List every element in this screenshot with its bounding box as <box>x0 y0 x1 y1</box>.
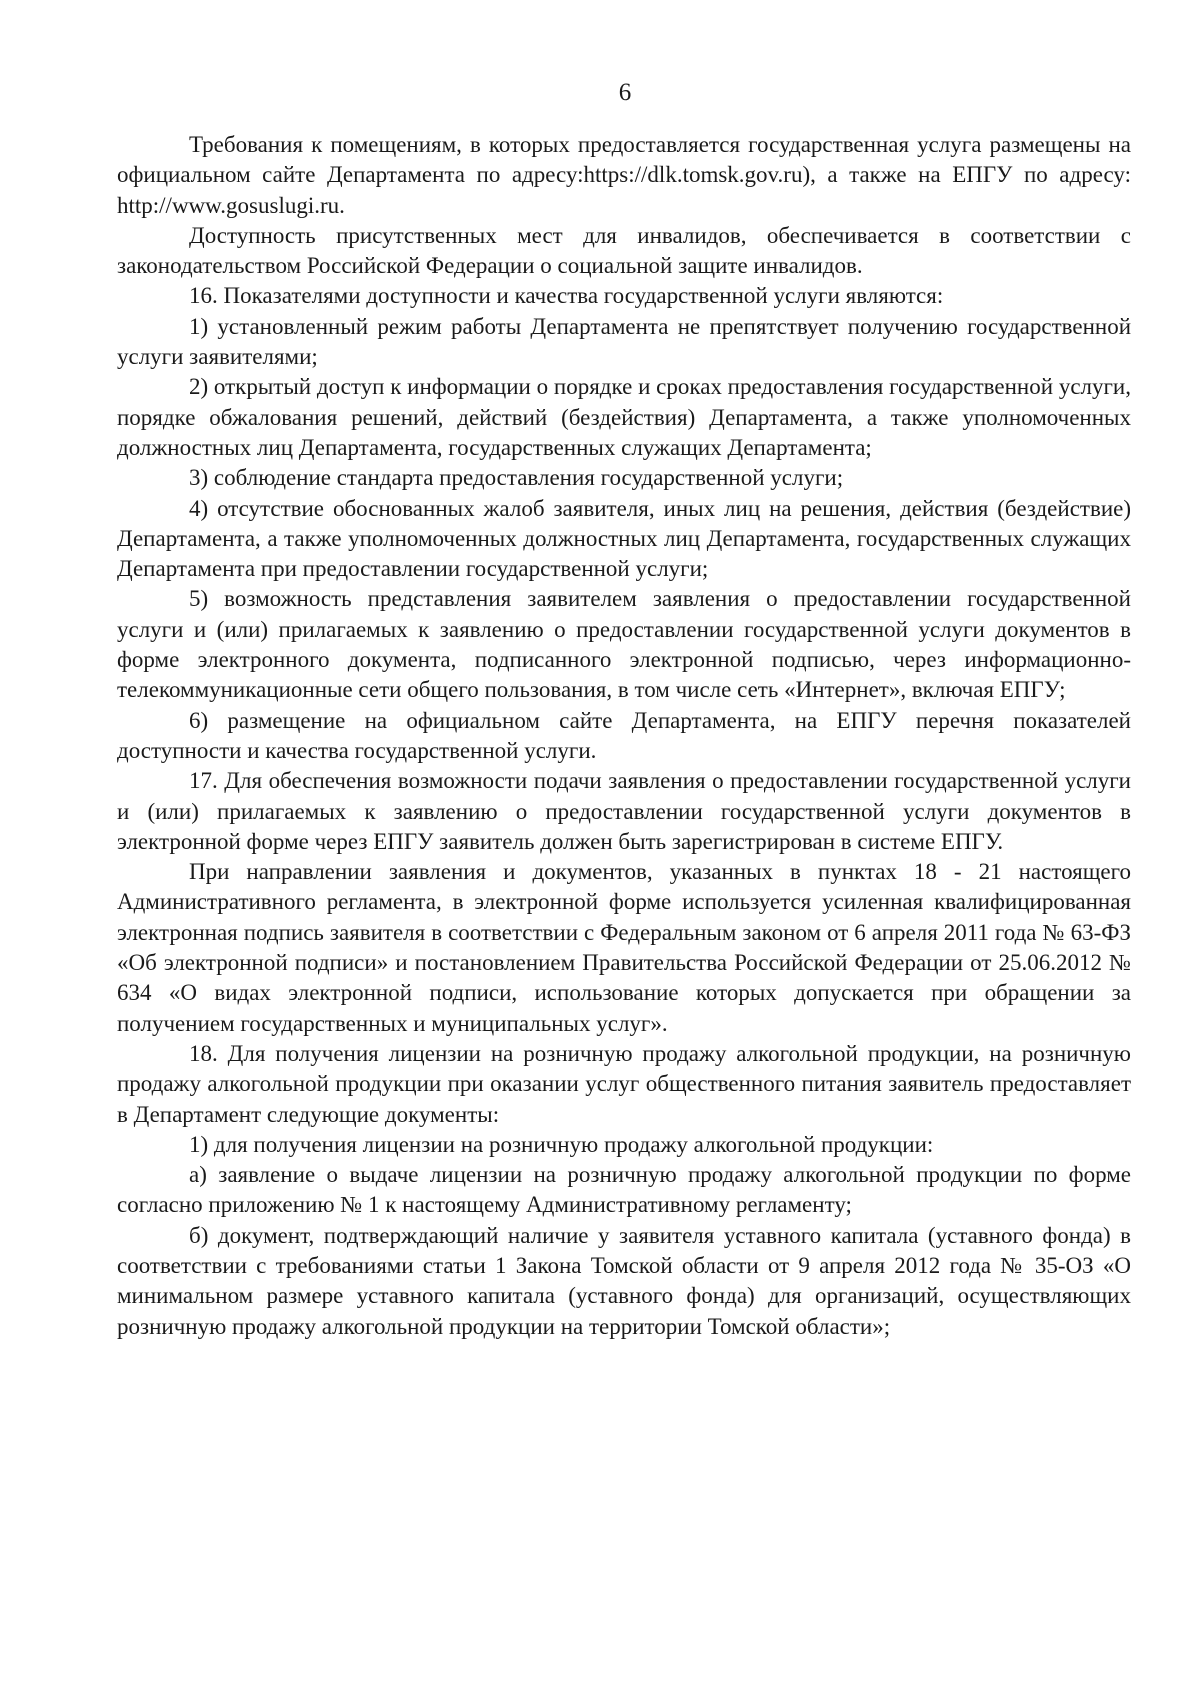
paragraph-item-18: 18. Для получения лицензии на розничную продажу алкогольной продукции, на розничную продажу алкогольной продукции при оказании услуг общественного питания заявитель предоставляет в Департамент следующие документы: <box>117 1040 1131 1127</box>
paragraph-item-16-4: 4) отсутствие обоснованных жалоб заявителя, иных лиц на решения, действия (бездействие) Департамента, а также уполномоченных должностных лиц Департамента, государственных служащих Департамента при предоставлении государственной услуги; <box>117 495 1131 582</box>
paragraph-item-16: 16. Показателями доступности и качества государственной услуги являются: <box>189 283 944 309</box>
paragraph-item-16-1: 1) установленный режим работы Департамента не препятствует получению государственной услуги заявителями; <box>117 313 1131 370</box>
paragraph-accessibility-disabled: Доступность присутственных мест для инвалидов, обеспечивается в соответствии с законодательством Российской Федерации о социальной защите инвалидов. <box>117 222 1131 279</box>
paragraph-item-18-1-b: б) документ, подтверждающий наличие у заявителя уставного капитала (уставного фонда) в соответствии с требованиями статьи 1 Закона Томской области от 9 апреля 2012 года № 35-ОЗ «О минимальном размере уставного капитала (уставного фонда) для организаций, осуществляющих розничную продажу алкогольной продукции на территории Томской области»; <box>117 1222 1131 1339</box>
paragraph-electronic-signature: При направлении заявления и документов, указанных в пунктах 18 - 21 настоящего Административного регламента, в электронной форме используется усиленная квалифицированная электронная подпись заявителя в соответствии с Федеральным законом от 6 апреля 2011 года № 63-ФЗ «Об электронной подписи» и постановлением Правительства Российской Федерации от 25.06.2012 № 634 «О видах электронной подписи, использование которых допускается при обращении за получением государственных и муниципальных услуг». <box>117 859 1131 1036</box>
paragraph-item-18-1: 1) для получения лицензии на розничную продажу алкогольной продукции: <box>189 1131 934 1157</box>
paragraph-item-16-2: 2) открытый доступ к информации о порядке и сроках предоставления государственной услуги, порядке обжалования решений, действий (бездействия) Департамента, а также уполномоченных должностных лиц Департамента, государственных служащих Департамента; <box>117 374 1131 460</box>
document-body <box>117 130 1131 1342</box>
paragraph-item-18-1-a: а) заявление о выдаче лицензии на розничную продажу алкогольной продукции по форме согласно приложению № 1 к настоящему Административному регламенту; <box>117 1162 1131 1218</box>
paragraph-item-16-5: 5) возможность представления заявителем заявления о предоставлении государственной услуги и (или) прилагаемых к заявлению о предоставлении государственной услуги документов в форме электронного документа, подписанного электронной подписью, через информационно-телекоммуникационные сети общего пользования, в том числе сеть «Интернет», включая ЕПГУ; <box>117 586 1131 703</box>
paragraph-item-16-6: 6) размещение на официальном сайте Департамента, на ЕПГУ перечня показателей доступности и качества государственной услуги. <box>117 707 1131 763</box>
paragraph-item-17: 17. Для обеспечения возможности подачи заявления о предоставлении государственной услуги и (или) прилагаемых к заявлению о предоставлении государственной услуги документов в электронной форме через ЕПГУ заявитель должен быть зарегистрирован в системе ЕПГУ. <box>117 768 1131 854</box>
paragraph-item-16-3: 3) соблюдение стандарта предоставления государственной услуги; <box>189 465 844 491</box>
paragraph-premises-requirements: Требования к помещениям, в которых предоставляется государственная услуга размещены на официальном сайте Департамента по адресу:https://dlk.tomsk.gov.ru), а также на ЕПГУ по адресу: http://www.gosuslugi.ru. <box>117 132 1131 218</box>
page-number: 6 <box>618 79 632 106</box>
